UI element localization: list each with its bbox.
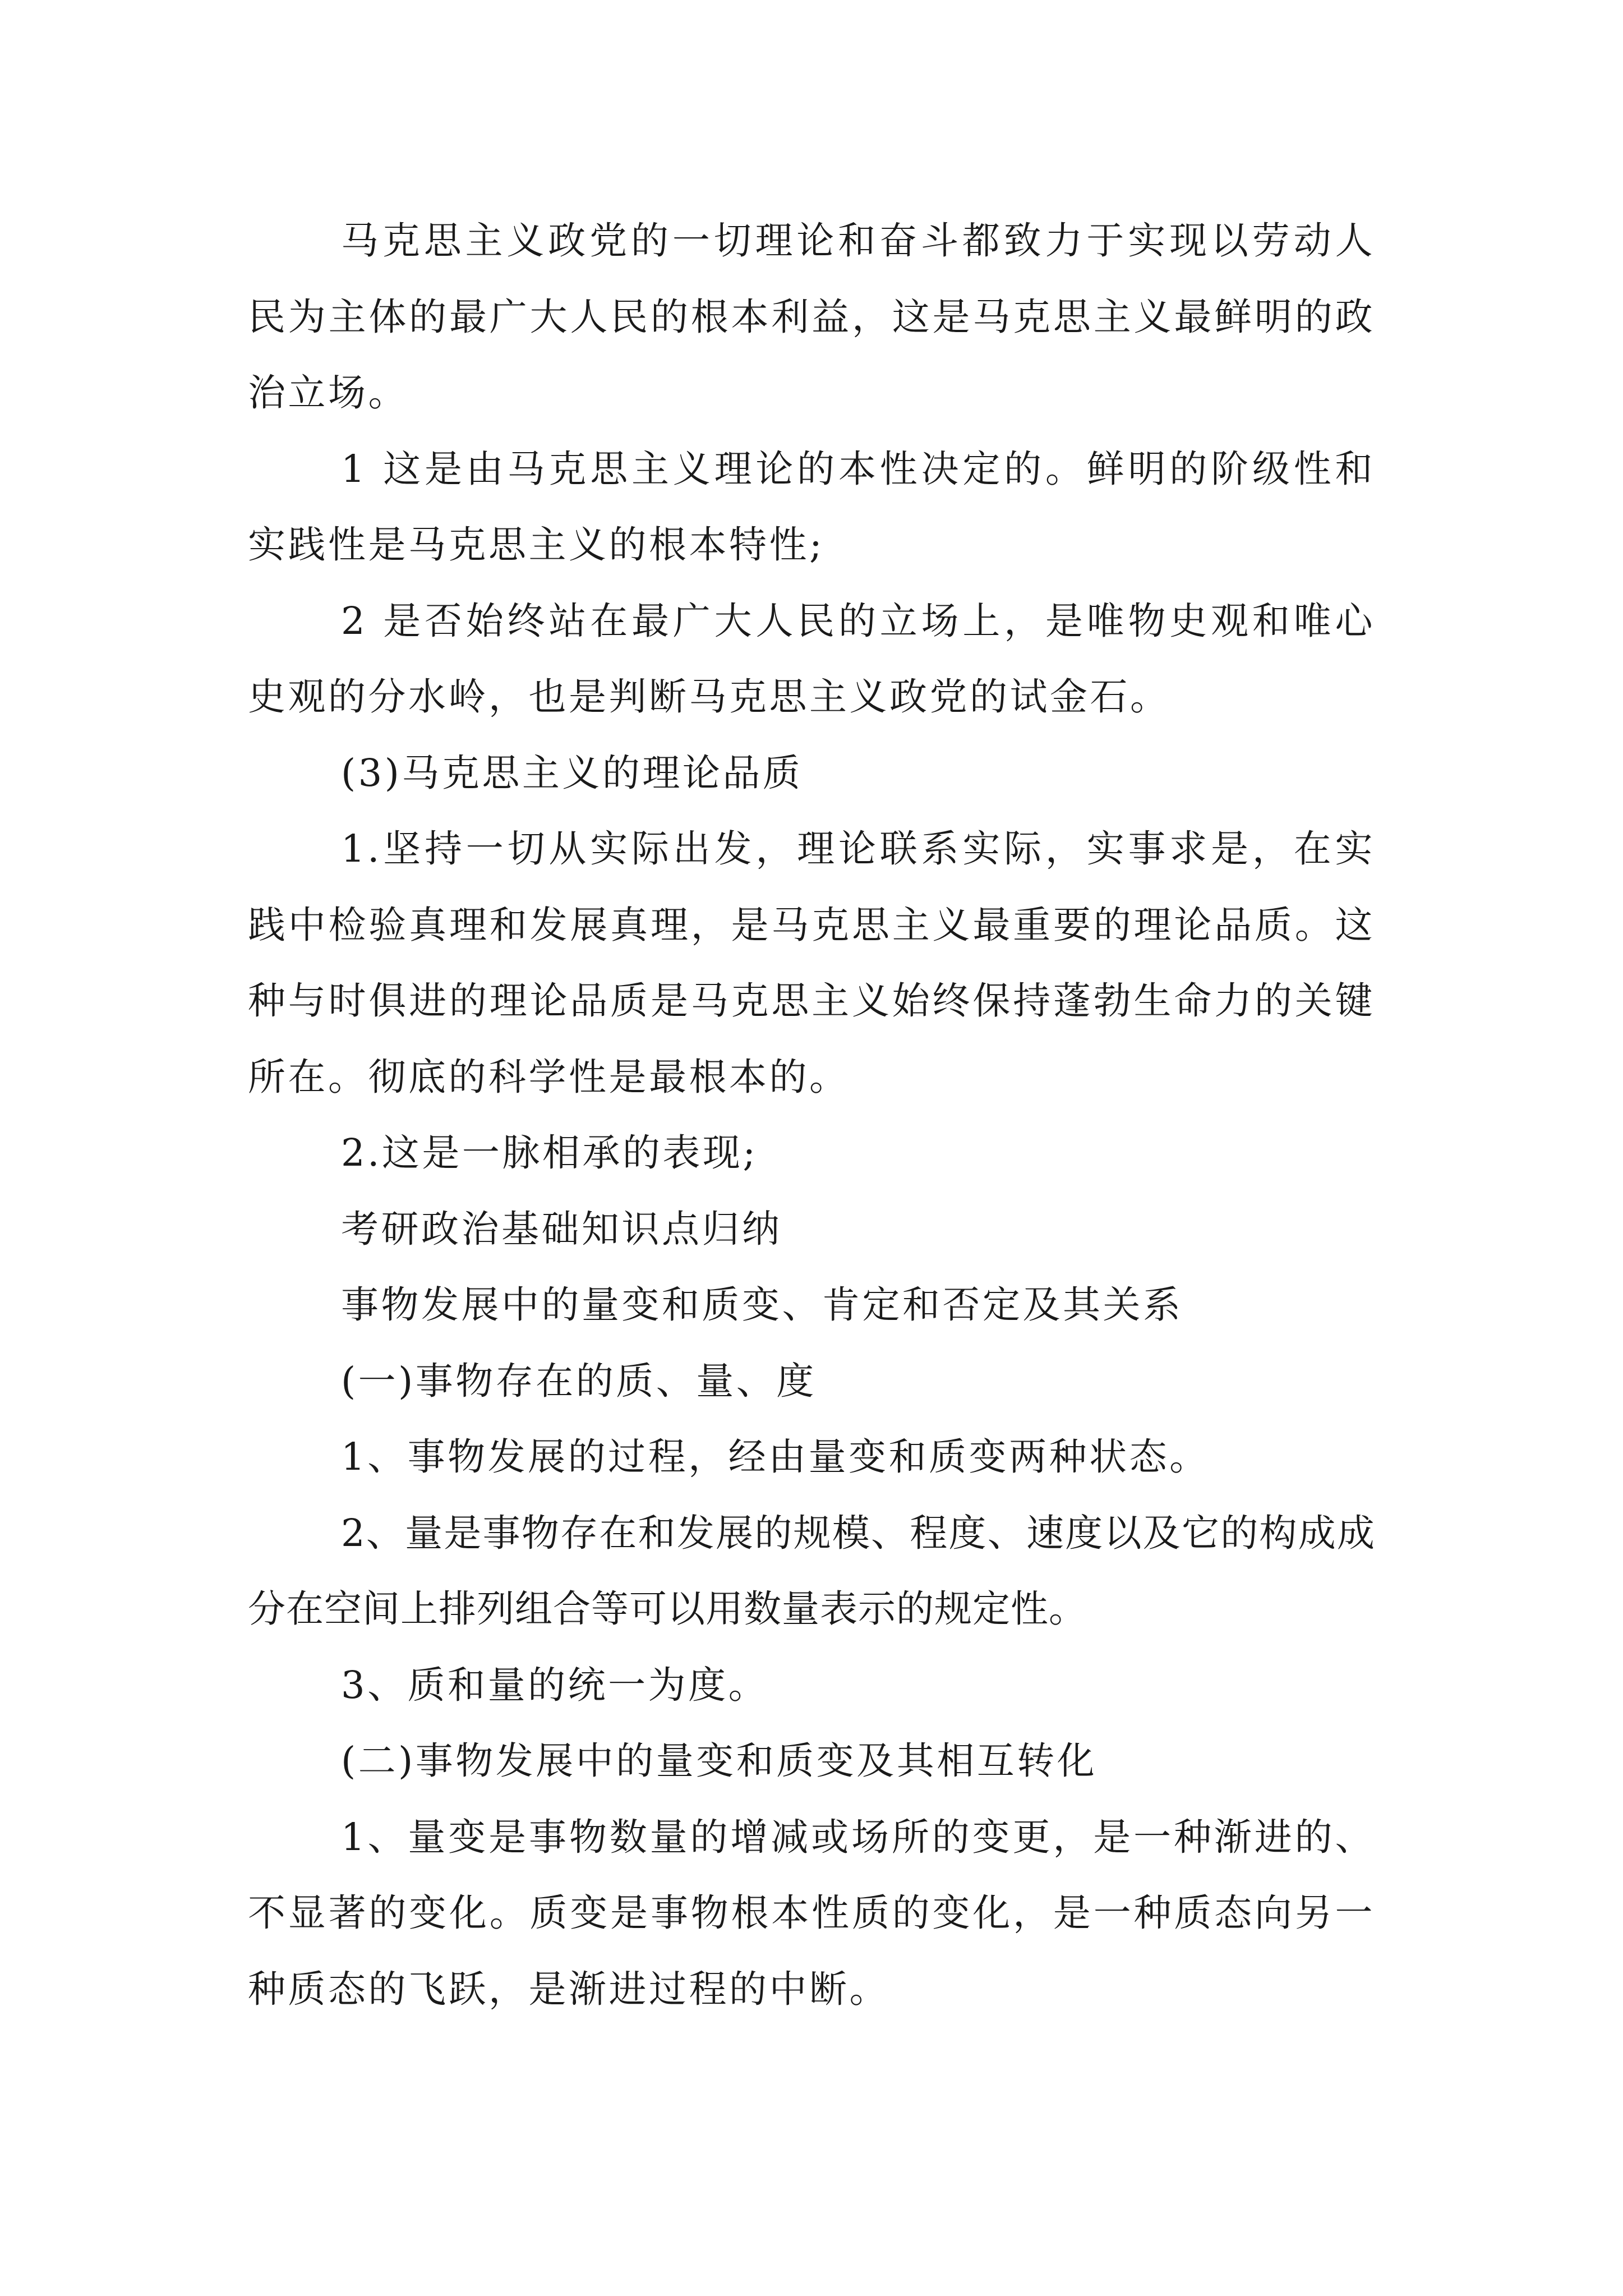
- heading-quantity-quality-change: 事物发展中的量变和质变、肯定和否定及其关系: [341, 1283, 1183, 1327]
- paragraph-point-2-watershed: 2 是否始终站在最广大人民的立场上，是唯物史观和唯心史观的分水岭，也是判断马克思主义政党的试金石。: [248, 599, 1375, 719]
- section-heading-theoretical-quality: (3)马克思主义的理论品质: [341, 751, 803, 795]
- paragraph-point-2-continuity: 2.这是一脉相承的表现;: [341, 1131, 758, 1175]
- heading-exam-summary: 考研政治基础知识点归纳: [341, 1207, 782, 1251]
- subheading-mutual-transformation: (二)事物发展中的量变和质变及其相互转化: [341, 1739, 1098, 1783]
- subheading-quality-quantity-degree: (一)事物存在的质、量、度: [341, 1359, 817, 1403]
- paragraph-development-process: 1、事物发展的过程，经由量变和质变两种状态。: [341, 1435, 1210, 1479]
- paragraph-definition-degree: 3、质和量的统一为度。: [341, 1663, 769, 1707]
- paragraph-proletarian-stance: 马克思主义政党的一切理论和奋斗都致力于实现以劳动人民为主体的最广大人民的根本利益，这是马克思主义最鲜明的政治立场。: [248, 219, 1375, 415]
- paragraph-definition-quantity: 2、量是事物存在和发展的规模、程度、速度以及它的构成成分在空间上排列组合等可以用数量表示的规定性。: [248, 1511, 1375, 1631]
- document-body: [248, 203, 1375, 2027]
- paragraph-point-1-nature: 1 这是由马克思主义理论的本性决定的。鲜明的阶级性和实践性是马克思主义的根本特性;: [248, 447, 1375, 567]
- paragraph-quantitative-qualitative-change: 1、量变是事物数量的增减或场所的变更，是一种渐进的、不显著的变化。质变是事物根本性质的变化，是一种质态向另一种质态的飞跃，是渐进过程的中断。: [248, 1815, 1375, 2011]
- paragraph-point-1-seeking-truth: 1.坚持一切从实际出发，理论联系实际，实事求是，在实践中检验真理和发展真理，是马克思主义最重要的理论品质。这种与时俱进的理论品质是马克思主义始终保持蓬勃生命力的关键所在。彻底的科学性是最根本的。: [248, 827, 1375, 1099]
